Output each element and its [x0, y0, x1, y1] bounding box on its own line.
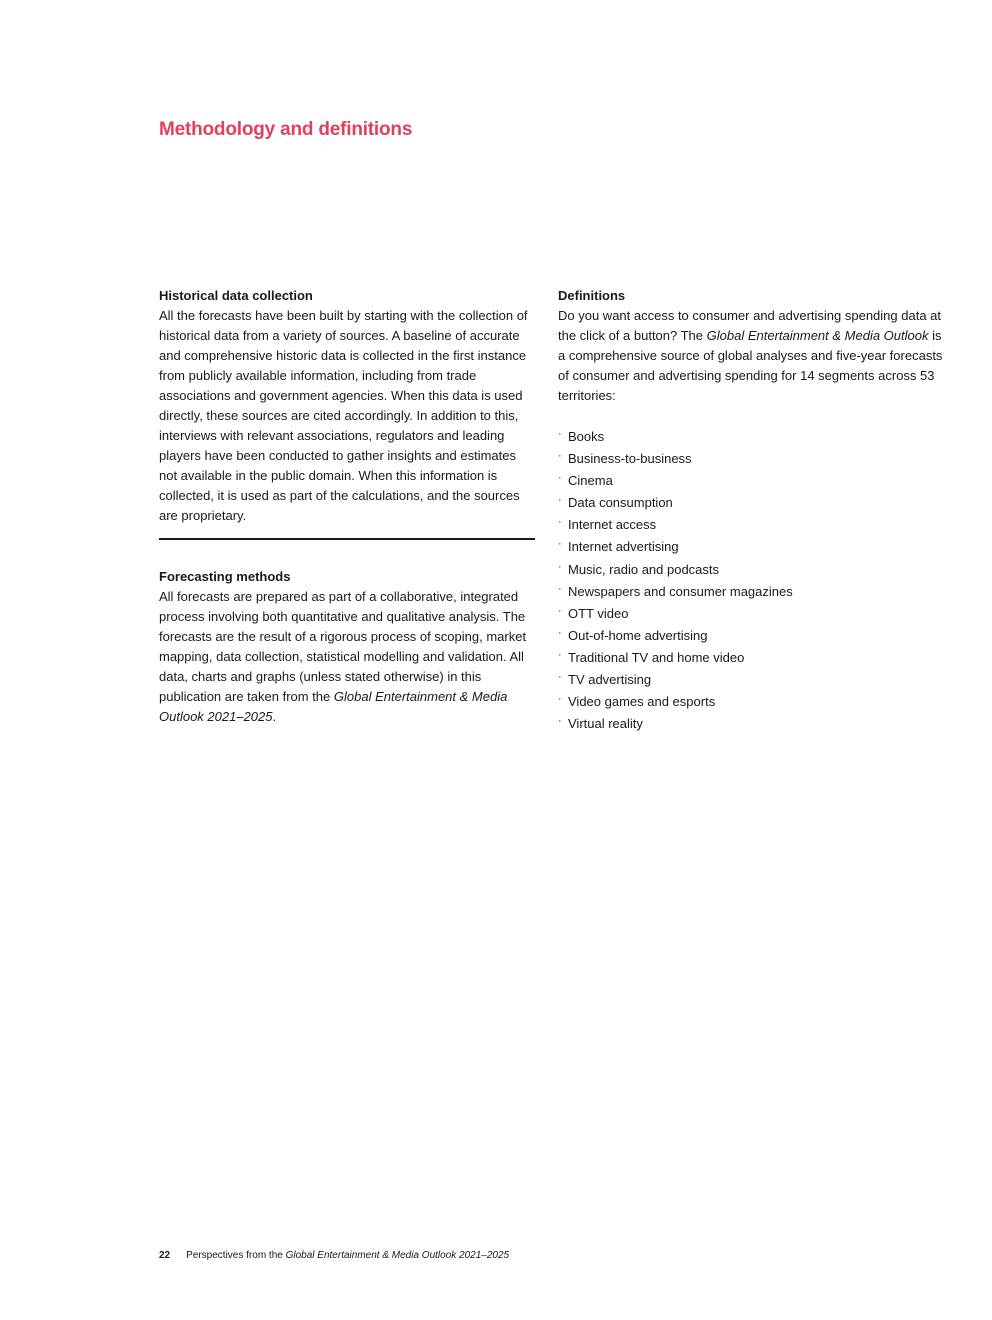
bullet-icon: ·: [558, 693, 562, 706]
bullet-icon: ·: [558, 516, 562, 529]
bullet-icon: ·: [558, 604, 562, 617]
page-title: Methodology and definitions: [159, 119, 413, 140]
list-item: [558, 625, 948, 647]
list-item-label: Out-of-home advertising: [568, 627, 708, 643]
list-item-label: Cinema: [568, 473, 613, 489]
list-item: [558, 470, 948, 492]
bullet-icon: ·: [558, 671, 562, 684]
right-column: [558, 286, 948, 735]
definitions-body-publication: Global Entertainment & Media Outlook: [706, 328, 929, 343]
bullet-icon: ·: [558, 582, 562, 595]
forecasting-body-intro: All forecasts are prepared as part of a collaborative, integrated process involving both quantitative and qualitative analysis. The forecasts are the result of a rigorous process of scoping, market mapping, data collection, statistical modelling and validation. All data, charts and graphs (unless stated otherwise) in this publication are taken from the: [159, 589, 527, 704]
list-item-label: Business-to-business: [568, 451, 692, 467]
bullet-icon: ·: [558, 472, 562, 485]
page-number: 22: [159, 1250, 171, 1261]
historical-data-body: All the forecasts have been built by starting with the collection of historical data from a variety of sources. A baseline of accurate and comprehensive historic data is collected in the first instance from publicly available information, including from trade associations and government agencies. When this data is used directly, these sources are cited accordingly. In addition to this, interviews with relevant associations, regulators and leading players have been conducted to gather insights and estimates not available in the public domain. When this information is collected, it is used as part of the calculations, and the sources are proprietary.: [159, 308, 528, 523]
list-item-label: Newspapers and consumer magazines: [568, 583, 793, 599]
historical-data-section: [159, 286, 535, 526]
forecasting-methods-heading: Forecasting methods: [159, 569, 291, 584]
bullet-icon: ·: [558, 560, 562, 573]
bullet-icon: ·: [558, 494, 562, 507]
bullet-icon: ·: [558, 648, 562, 661]
list-item: [558, 669, 948, 691]
bullet-icon: ·: [558, 538, 562, 551]
definitions-body: [558, 306, 948, 406]
list-item-label: Video games and esports: [568, 694, 716, 710]
page-footer: [159, 1249, 509, 1263]
list-item-label: Data consumption: [568, 495, 673, 511]
section-divider: [159, 538, 535, 540]
list-item: [558, 514, 948, 536]
list-item: [558, 492, 948, 514]
list-item-label: Virtual reality: [568, 716, 643, 732]
bullet-icon: ·: [558, 428, 562, 440]
list-item-label: OTT video: [568, 605, 629, 621]
list-item: [558, 448, 948, 470]
list-item-label: TV advertising: [568, 672, 652, 688]
left-column: [159, 286, 535, 727]
bullet-icon: ·: [558, 450, 562, 463]
forecasting-methods-section: [159, 567, 535, 727]
list-item: [558, 581, 948, 603]
bullet-icon: ·: [558, 715, 562, 728]
list-item: [558, 713, 948, 735]
list-item: [558, 647, 948, 669]
footer-publication-title: Global Entertainment & Media Outlook 2021–2025: [285, 1250, 510, 1261]
list-item: [558, 559, 948, 581]
list-item-label: Internet access: [568, 517, 657, 533]
forecasting-body-end: .: [272, 709, 277, 724]
list-item: [558, 603, 948, 625]
list-item-label: Traditional TV and home video: [568, 649, 745, 665]
segments-list: [558, 426, 948, 735]
definitions-heading: Definitions: [558, 288, 626, 303]
list-item: [558, 426, 948, 448]
list-item-label: Music, radio and podcasts: [568, 561, 720, 577]
forecasting-body-publication: Global Entertainment & Media Outlook 2021–2025: [159, 689, 508, 724]
historical-data-heading: Historical data collection: [159, 288, 313, 303]
forecasting-methods-body: [159, 587, 535, 727]
list-item: [558, 536, 948, 558]
definitions-section: [558, 286, 948, 735]
footer-text-intro: Perspectives from the: [186, 1250, 286, 1261]
list-item: [558, 691, 948, 713]
list-item-label: Books: [568, 429, 605, 444]
bullet-icon: ·: [558, 626, 562, 639]
definitions-body-end: is a comprehensive source of global analyses and five-year forecasts of consumer and advertising spending for 14 segments across 53 territories:: [558, 328, 943, 403]
definitions-body-intro: Do you want access to consumer and advertising spending data at the click of a button? The: [558, 308, 942, 343]
list-item-label: Internet advertising: [568, 539, 679, 555]
